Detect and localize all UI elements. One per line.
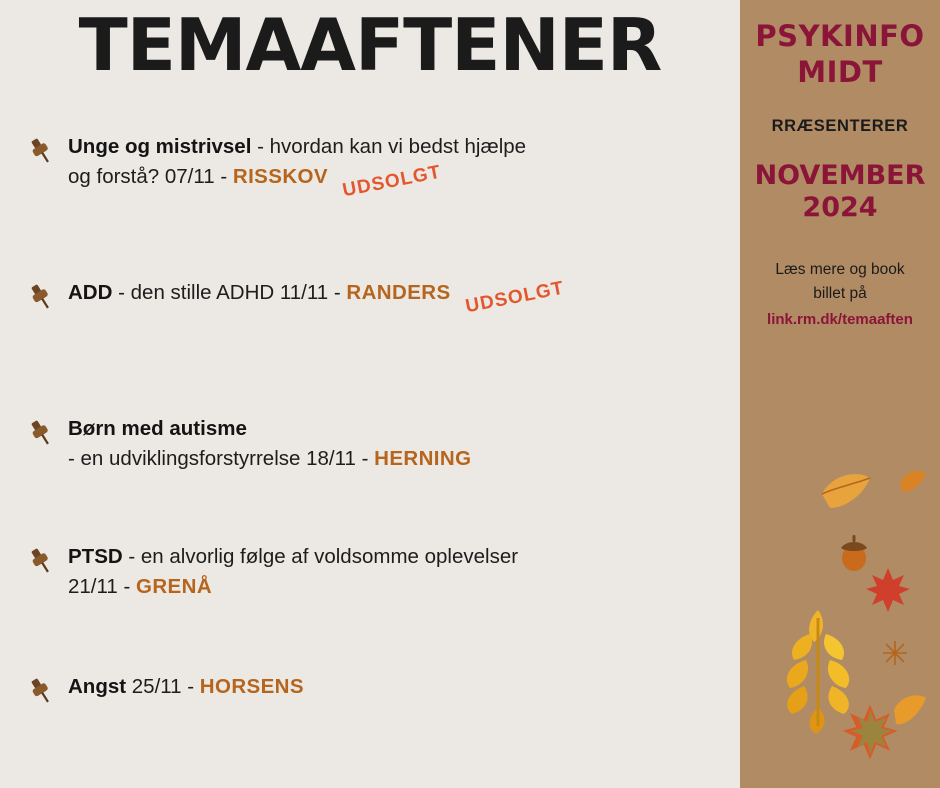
list-item bbox=[0, 132, 740, 278]
event-title: PTSD bbox=[68, 545, 123, 568]
status-badge: UDSOLGT bbox=[463, 277, 566, 318]
list-item bbox=[0, 672, 740, 752]
event-city: RANDERS bbox=[346, 281, 451, 304]
month-label: NOVEMBER bbox=[754, 159, 926, 191]
event-desc-2: 21/11 - bbox=[68, 574, 136, 598]
leaf-decoration-icon bbox=[890, 690, 930, 730]
event-title: ADD bbox=[68, 281, 113, 304]
event-text bbox=[68, 672, 724, 702]
year-label: 2024 bbox=[802, 191, 878, 223]
leaf-decoration-icon bbox=[818, 468, 874, 514]
event-desc-2: - en udviklingsforstyrrelse 18/11 - bbox=[68, 446, 375, 470]
leaf-decoration-icon bbox=[898, 466, 928, 496]
event-title: Angst bbox=[68, 675, 127, 698]
pushpin-icon bbox=[26, 282, 56, 312]
event-text bbox=[68, 277, 724, 318]
page-title: TEMAAFTENER bbox=[78, 3, 662, 87]
leaf-decoration-icon bbox=[882, 640, 908, 666]
event-title: Unge og mistrivsel bbox=[68, 135, 252, 158]
event-city: GRENÅ bbox=[136, 574, 213, 598]
brand-line-1: PSYKINFO bbox=[755, 19, 925, 53]
pushpin-icon bbox=[26, 418, 56, 448]
brand-title bbox=[740, 0, 940, 91]
event-text bbox=[68, 132, 724, 202]
status-badge: UDSOLGT bbox=[340, 161, 443, 202]
event-city: HORSENS bbox=[199, 675, 304, 698]
event-desc: - en alvorlig følge af voldsomme oplevelser bbox=[122, 545, 519, 568]
poster-sidebar bbox=[740, 0, 940, 788]
event-desc: - hvordan kan vi bedst hjælpe bbox=[251, 135, 527, 158]
brand-line-2: MIDT bbox=[797, 55, 883, 90]
event-desc: - den stille ADHD 11/11 - bbox=[112, 281, 347, 304]
pushpin-icon bbox=[26, 136, 56, 166]
booking-line-2: billet på bbox=[813, 285, 867, 303]
maple-leaf-icon bbox=[864, 566, 912, 614]
booking-url[interactable]: link.rm.dk/temaaften bbox=[767, 311, 913, 329]
booking-line-1: Læs mere og book bbox=[775, 261, 905, 279]
event-desc-2: og forstå? 07/11 - bbox=[68, 164, 233, 188]
event-text bbox=[68, 414, 724, 473]
event-title: Børn med autisme bbox=[68, 417, 247, 440]
list-item bbox=[0, 278, 740, 414]
event-desc: 25/11 - bbox=[126, 675, 200, 698]
pushpin-icon bbox=[26, 676, 56, 706]
list-item bbox=[0, 414, 740, 542]
list-item bbox=[0, 542, 740, 672]
pushpin-icon bbox=[26, 546, 56, 576]
booking-info bbox=[740, 258, 940, 331]
event-list bbox=[0, 132, 740, 752]
event-city: RISSKOV bbox=[232, 164, 328, 188]
presents-label: RRÆSENTERER bbox=[771, 116, 909, 135]
event-city: HERNING bbox=[374, 446, 472, 470]
event-text bbox=[68, 542, 724, 601]
